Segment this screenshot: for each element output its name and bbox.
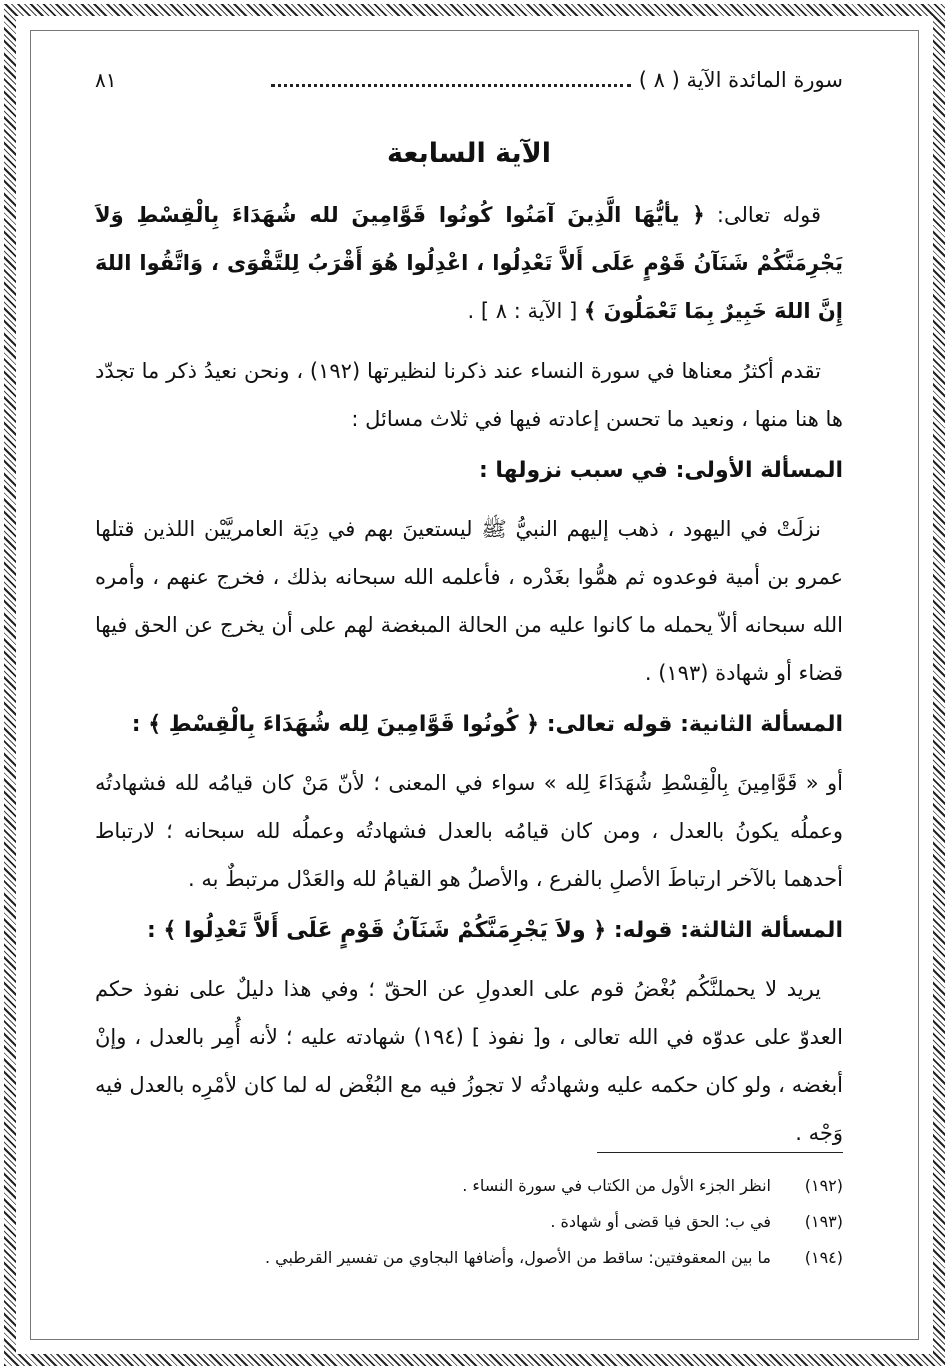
running-title-group: [116, 68, 843, 92]
issue-3-paragraph: [95, 965, 843, 1157]
verse-reference: [ الآية : ٨ ] .: [467, 299, 578, 323]
running-title: سورة المائدة الآية ( ٨ ): [638, 68, 843, 92]
chapter-title: الآية السابعة: [386, 138, 552, 169]
footnote-number: (١٩٢): [804, 1176, 843, 1195]
issue-2-heading-verse: ﴿ كُونُوا قَوَّامِينَ لِله شُهَدَاءَ بِالْقِسْطِ ﴾ :: [131, 712, 540, 737]
issue-3-heading-label: المسألة الثالثة: قوله:: [613, 918, 843, 943]
footnote-text: انظر الجزء الأول من الكتاب في سورة النساء .: [462, 1176, 771, 1195]
issue-2-paragraph: [95, 759, 843, 903]
footnote: [95, 1240, 843, 1276]
verse-paragraph: [95, 191, 843, 335]
issue-1-paragraph: [95, 505, 843, 697]
intro-paragraph: [95, 347, 843, 443]
intro-text: تقدم أكثرُ معناها في سورة النساء عند ذكرنا لنظيرتها (١٩٢) ، ونحن نعيدُ ذكر ما تجدّد ها هنا منها ، ونعيد ما تحسن إعادته فيها في ثلاث مسائل :: [95, 359, 843, 431]
issue-2-heading-label: المسألة الثانية: قوله تعالى:: [546, 712, 843, 737]
issue-2-text: أو « قَوَّامِينَ بِالْقِسْطِ شُهَدَاءَ لِله » سواء في المعنى ؛ لأنّ مَنْ كان قيامُه لله فشهادتُه وعملُه يكونُ بالعدل ، ومن كان قيامُه بالعدل فشهادتُه وعملُه لله سبحانه ؛ لارتباط أحدهما بالآخر ارتباطَ الأصلِ بالفرع ، والأصلُ هو القيامُ لله والعَدْل مرتبطٌ به .: [95, 771, 843, 891]
page-body: [95, 68, 843, 1157]
footnote-text: ما بين المعقوفتين: ساقط من الأصول، وأضافها البجاوي من تفسير القرطبي .: [264, 1248, 771, 1267]
page-number: ٨١: [95, 68, 117, 92]
issue-1-heading: المسألة الأولى: في سبب نزولها :: [478, 458, 843, 483]
issue-3-heading-verse: ﴿ ولاَ يَجْرِمَنَّكُمْ شَنَآنُ قَوْمٍ عَلَى أَلاَّ تَعْدِلُوا ﴾ :: [147, 918, 607, 943]
footnote-text: في ب: الحق فيا قضى أو شهادة .: [550, 1212, 771, 1231]
issue-3-text: يريد لا يحملنَّكُم بُغْضُ قوم على العدولِ عن الحقّ ؛ وفي هذا دليلٌ على نفوذ حكم العدوّ على عدوّه في الله تعالى ، و[ نفوذ ] (١٩٤) شهادته عليه ؛ لأنه أُمِر بالعدل ، وإنْ أبغضه ، ولو كان حكمه عليه وشهادتُه لا تجوزُ فيه مع البُغْض له لما كان لأمْرِه بالعدل فيه وَجْه .: [95, 977, 843, 1145]
verse-text: ﴿ يأيُّهَا الَّذِينَ آمَنُوا كُونُوا قَوَّامِينَ لله شُهَدَاءَ بِالْقِسْطِ وَلاَ يَجْرِمَنَّكُمْ شَنَآنُ قَوْمٍ عَلَى أَلاَّ تَعْدِلُوا ، اعْدِلُوا هُوَ أَقْرَبُ لِلتَّقْوَى ، وَاتَّقُوا اللهَ إِنَّ اللهَ خَبِيرٌ بِمَا تَعْمَلُونَ ﴾: [95, 203, 843, 323]
footnote: [95, 1168, 843, 1204]
footnote-separator: [597, 1152, 843, 1153]
issue-3-heading: [95, 907, 843, 955]
footnote: [95, 1204, 843, 1240]
footnote-number: (١٩٤): [804, 1248, 843, 1267]
spacer: [95, 335, 843, 347]
footnotes: [95, 1168, 843, 1276]
header-dot-leader: [271, 70, 631, 87]
verse-intro: قوله تعالى:: [716, 203, 821, 227]
running-header: [95, 68, 843, 102]
issue-2-heading: [95, 701, 843, 749]
issue-1-text: نزلَتْ في اليهود ، ذهب إليهم النبيُّ ﷺ ليستعينَ بهم في دِيَة العامريَّيْن اللذين قتلها عمرو بن أمية فوعدوه ثم همُّوا بغَدْره ، فأعلمه الله سبحانه بذلك ، فخرج عنهم ، وأمره الله سبحانه ألاّ يحمله ما كانوا عليه من الحالة المبغضة لهم على أن يخرج عن الحق فيها قضاء أو شهادة (١٩٣) .: [95, 517, 843, 685]
footnote-number: (١٩٣): [804, 1212, 843, 1231]
